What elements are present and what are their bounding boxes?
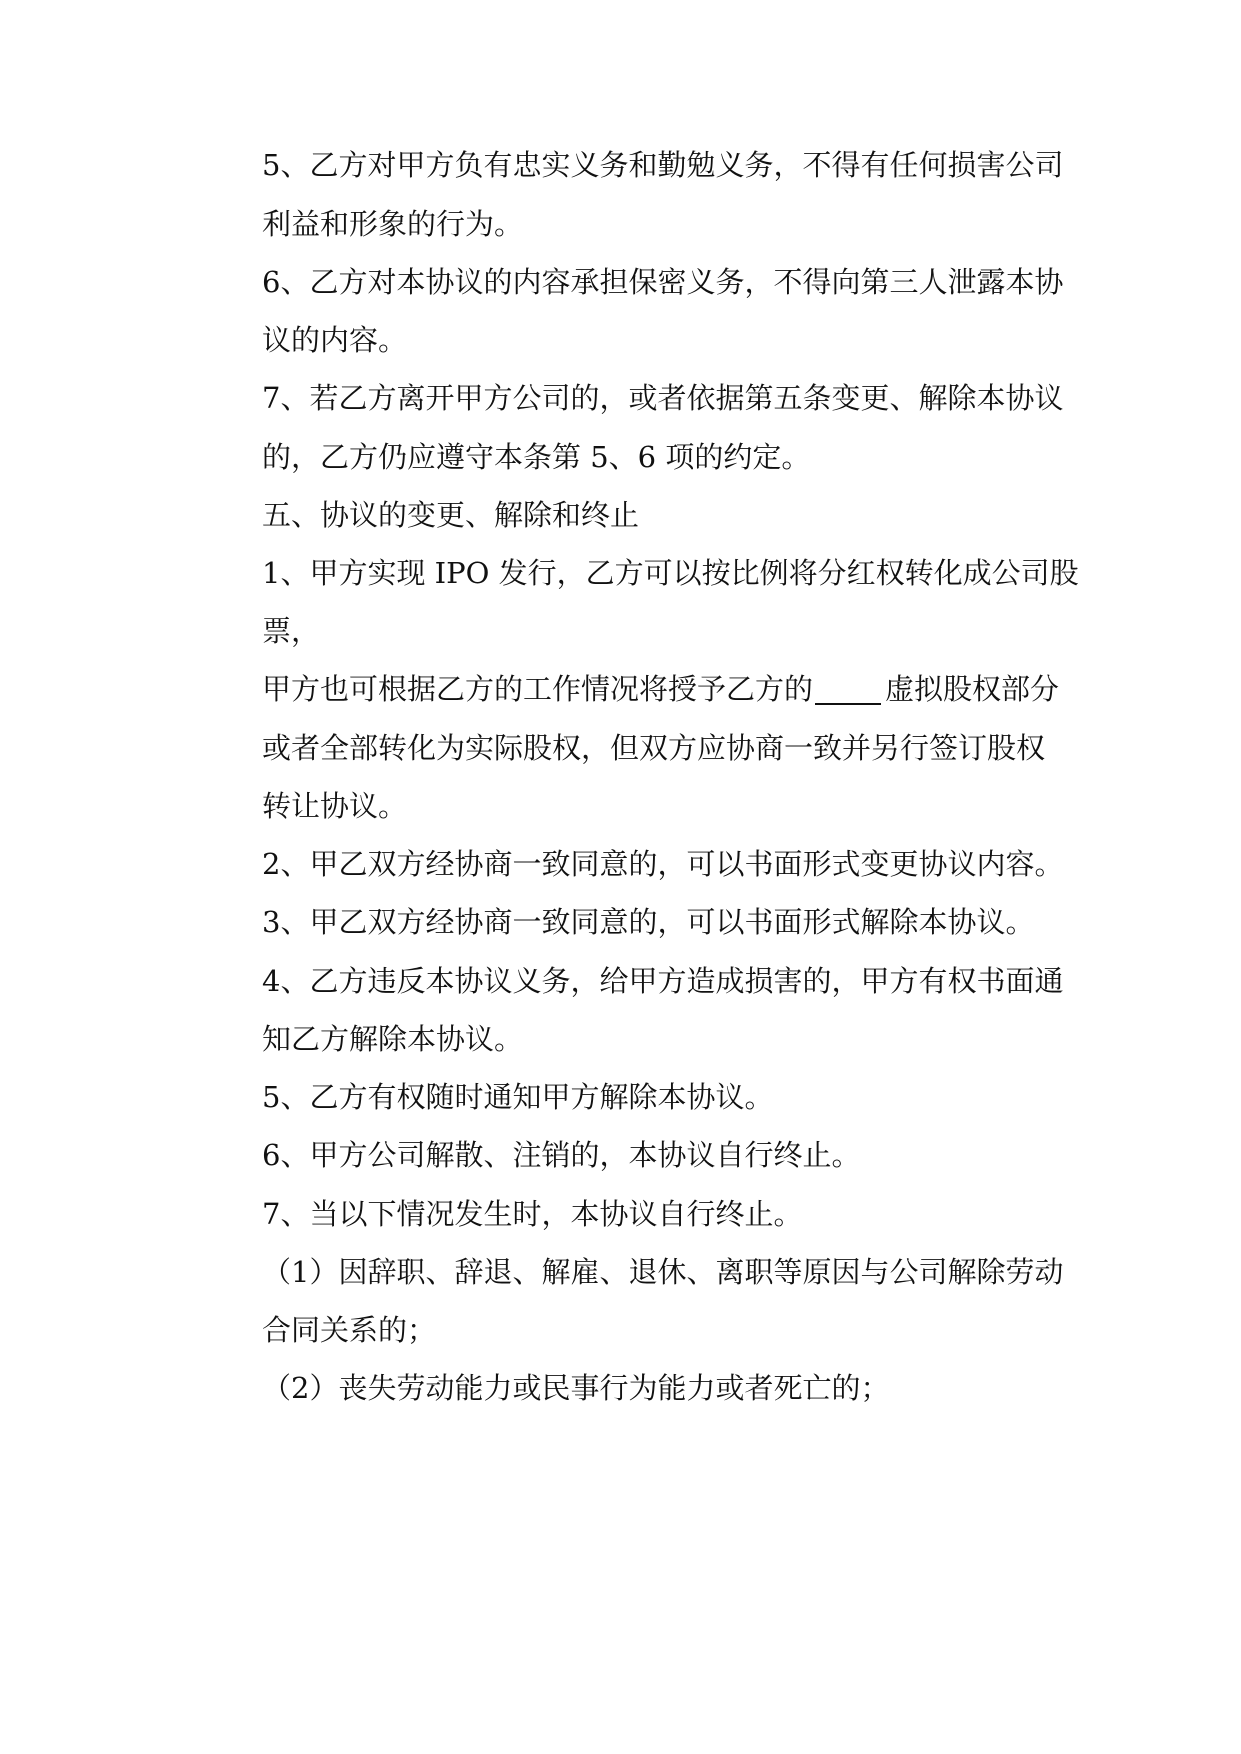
blank-line-before: 甲方也可根据乙方的工作情况将授予乙方的 <box>262 672 814 706</box>
paragraph-line: 知乙方解除本协议。 <box>262 1022 524 1056</box>
paragraph-line: 5、乙方对甲方负有忠实义务和勤勉义务，不得有任何损害公司 <box>262 148 1064 182</box>
paragraph-line: 1、甲方实现 IPO 发行，乙方可以按比例将分红权转化成公司股 <box>262 556 1079 590</box>
paragraph-line: 3、甲乙双方经协商一致同意的，可以书面形式解除本协议。 <box>262 905 1035 939</box>
paragraph-line: 的，乙方仍应遵守本条第 5、6 项的约定。 <box>262 440 811 474</box>
paragraph-line: 7、若乙方离开甲方公司的，或者依据第五条变更、解除本协议 <box>262 381 1064 415</box>
paragraph-line: 4、乙方违反本协议义务，给甲方造成损害的，甲方有权书面通 <box>262 964 1064 998</box>
fill-in-blank <box>815 675 881 705</box>
section-heading: 五、协议的变更、解除和终止 <box>262 498 640 532</box>
paragraph-line: 议的内容。 <box>262 323 408 357</box>
paragraph-line: 6、甲方公司解散、注销的，本协议自行终止。 <box>262 1138 861 1172</box>
paragraph-line: 6、乙方对本协议的内容承担保密义务，不得向第三人泄露本协 <box>262 265 1064 299</box>
paragraph-line: 或者全部转化为实际股权，但双方应协商一致并另行签订股权 <box>262 731 1046 765</box>
paragraph-line: 7、当以下情况发生时，本协议自行终止。 <box>262 1197 803 1231</box>
paragraph-line: 5、乙方有权随时通知甲方解除本协议。 <box>262 1080 774 1114</box>
paragraph-line: 合同关系的； <box>262 1313 437 1347</box>
paragraph-line: 转让协议。 <box>262 789 408 823</box>
paragraph-line-with-blank <box>262 669 1059 709</box>
paragraph-line: 利益和形象的行为。 <box>262 207 524 241</box>
paragraph-line: 2、甲乙双方经协商一致同意的，可以书面形式变更协议内容。 <box>262 847 1064 881</box>
blank-line-after: 虚拟股权部分 <box>885 672 1060 706</box>
paragraph-line: （1）因辞职、辞退、解雇、退休、离职等原因与公司解除劳动 <box>262 1255 1064 1289</box>
paragraph-line: （2）丧失劳动能力或民事行为能力或者死亡的； <box>262 1371 890 1405</box>
paragraph-line: 票， <box>262 614 321 648</box>
